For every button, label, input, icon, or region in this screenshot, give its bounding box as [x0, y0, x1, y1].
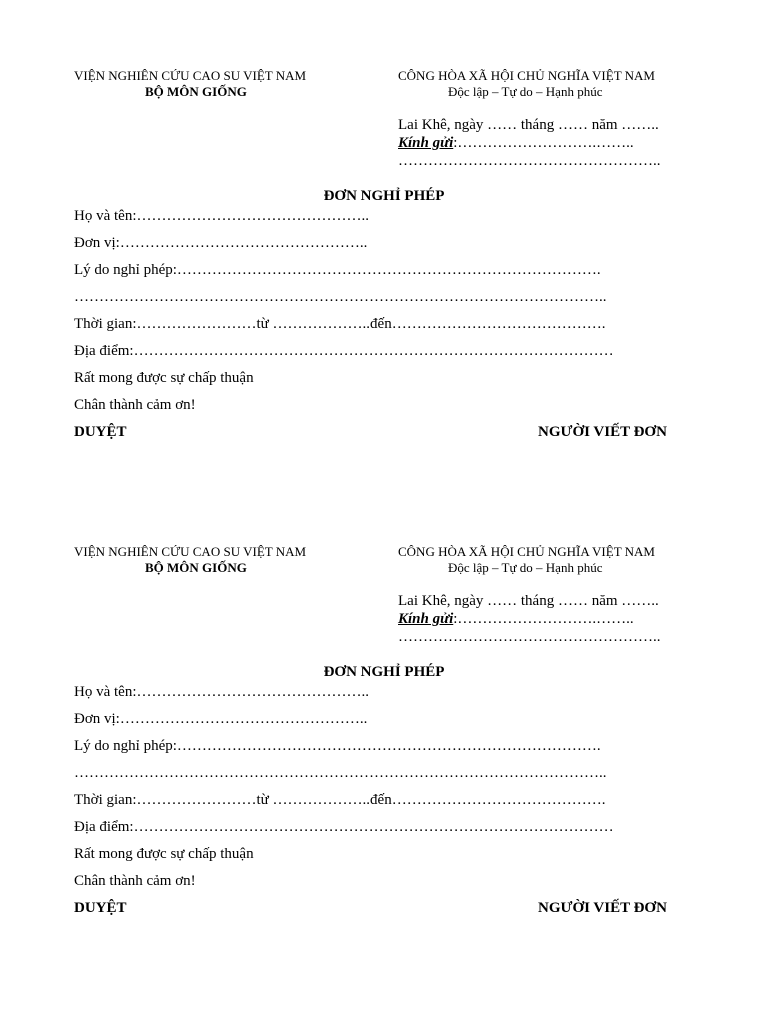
request-text: Rất mong được sự chấp thuận [74, 846, 254, 862]
recipient-line-2: …………………………………………….. [398, 629, 661, 645]
request-text: Rất mong được sự chấp thuận [74, 370, 254, 386]
place-date-line: Lai Khê, ngày …… tháng …… năm …….. [398, 593, 659, 609]
approval-label: DUYỆT [74, 900, 127, 916]
form-title: ĐƠN NGHỈ PHÉP [323, 664, 445, 680]
reason-line: Lý do nghỉ phép:…………………………………………………………………………. [74, 262, 601, 278]
national-title: CÔNG HÒA XÃ HỘI CHỦ NGHĨA VIỆT NAM [398, 68, 655, 83]
national-motto: Độc lập – Tự do – Hạnh phúc [448, 560, 603, 575]
leave-form-1 [0, 0, 768, 476]
reason-line: Lý do nghỉ phép:…………………………………………………………………………. [74, 738, 601, 754]
recipient-label: Kính gửi [398, 611, 454, 627]
department-name: BỘ MÔN GIỐNG [145, 84, 247, 99]
time-line: Thời gian:……………………từ ………………..đến……………………………………. [74, 316, 606, 332]
recipient-dots: :……………………….…….. [453, 135, 634, 151]
recipient-line-2: …………………………………………….. [398, 153, 661, 169]
place-date-line: Lai Khê, ngày …… tháng …… năm …….. [398, 117, 659, 133]
time-line: Thời gian:……………………từ ………………..đến……………………………………. [74, 792, 606, 808]
department-name: BỘ MÔN GIỐNG [145, 560, 247, 575]
national-title: CÔNG HÒA XÃ HỘI CHỦ NGHĨA VIỆT NAM [398, 544, 655, 559]
unit-line: Đơn vị:………………………………………….. [74, 235, 368, 251]
name-line: Họ và tên:……………………………………….. [74, 208, 369, 224]
applicant-label: NGƯỜI VIẾT ĐƠN [538, 424, 667, 440]
thanks-text: Chân thành cảm ơn! [74, 397, 196, 413]
recipient-dots: :……………………….…….. [453, 611, 634, 627]
recipient-line [398, 135, 634, 152]
reason-continuation-line: …………………………………………………………………………………………….. [74, 289, 607, 305]
recipient-label: Kính gửi [398, 135, 454, 151]
unit-line: Đơn vị:………………………………………….. [74, 711, 368, 727]
national-motto: Độc lập – Tự do – Hạnh phúc [448, 84, 603, 99]
approval-label: DUYỆT [74, 424, 127, 440]
location-line: Địa điểm:…………………………………………………………………………………… [74, 819, 614, 835]
location-line: Địa điểm:…………………………………………………………………………………… [74, 343, 614, 359]
reason-continuation-line: …………………………………………………………………………………………….. [74, 765, 607, 781]
form-title: ĐƠN NGHỈ PHÉP [323, 188, 445, 204]
recipient-line [398, 611, 634, 628]
name-line: Họ và tên:……………………………………….. [74, 684, 369, 700]
organization-name: VIỆN NGHIÊN CỨU CAO SU VIỆT NAM [74, 544, 307, 559]
applicant-label: NGƯỜI VIẾT ĐƠN [538, 900, 667, 916]
leave-form-2 [0, 476, 768, 952]
organization-name: VIỆN NGHIÊN CỨU CAO SU VIỆT NAM [74, 68, 307, 83]
thanks-text: Chân thành cảm ơn! [74, 873, 196, 889]
